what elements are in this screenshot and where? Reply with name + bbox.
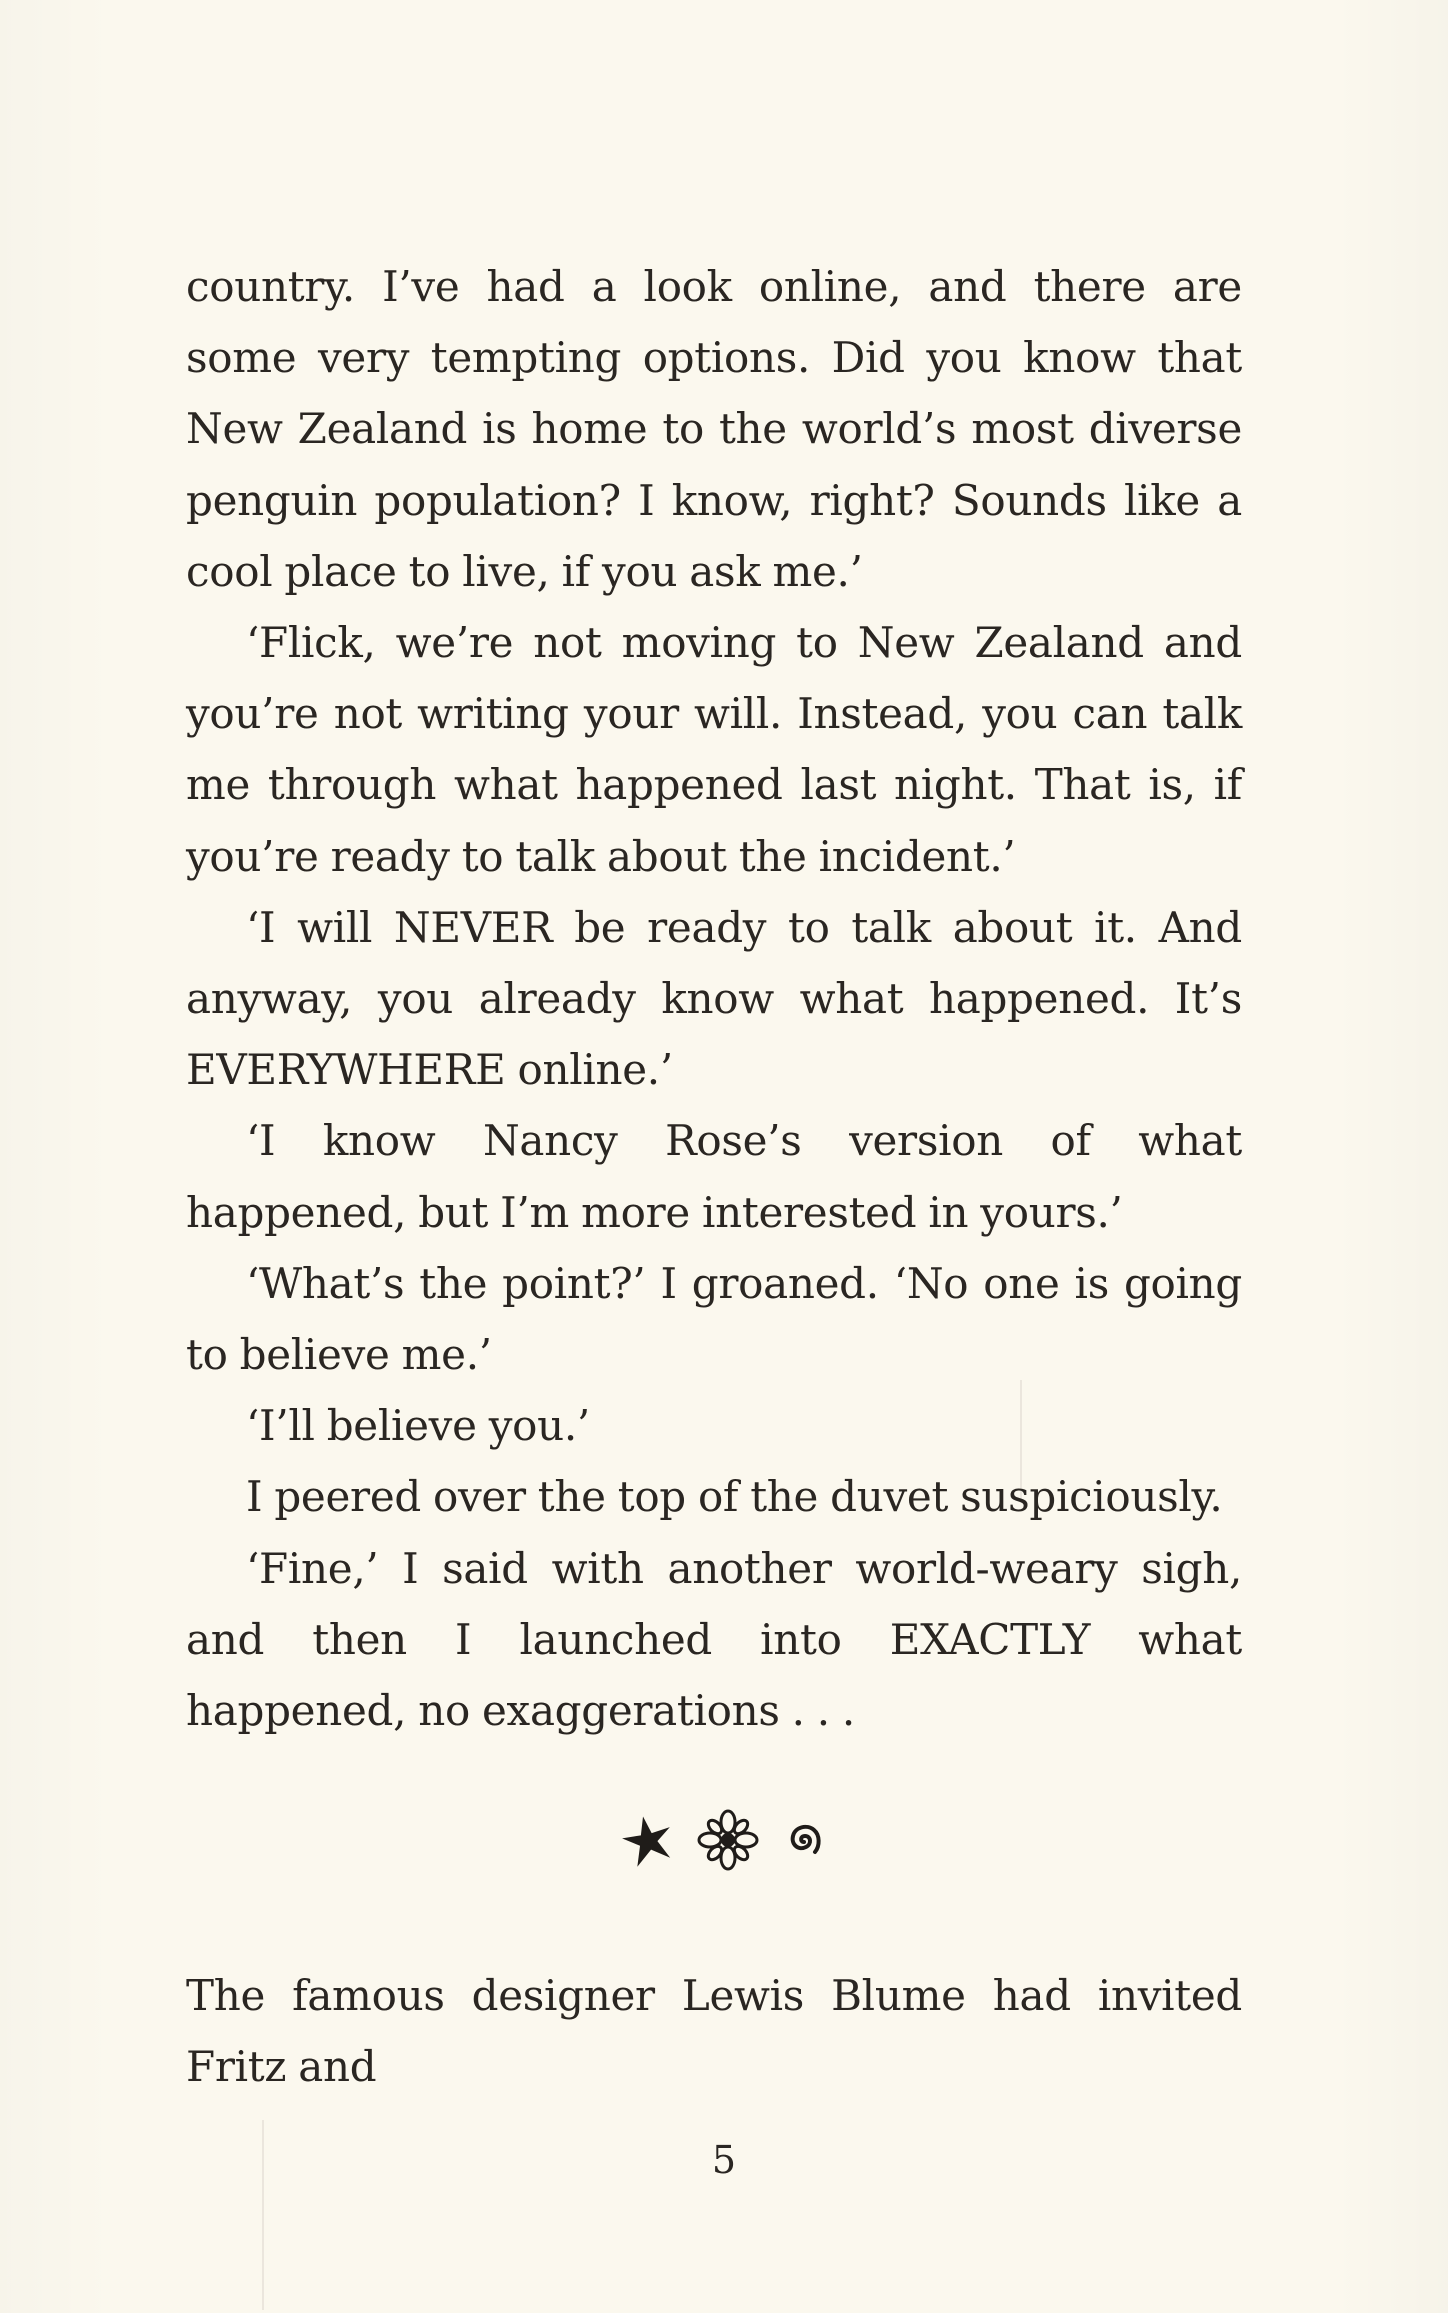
flower-icon — [696, 1808, 760, 1872]
paragraph: ‘Flick, we’re not moving to New Zealand and you’re not writing your will. Instead, you can talk me through what happened last night. That is, if you’re ready to talk about the incident.’ — [186, 618, 1242, 881]
new-section-text — [186, 1960, 1242, 2102]
body-text — [186, 251, 1242, 1746]
paragraph: ‘I’ll believe you.’ — [246, 1401, 590, 1451]
paragraph: ‘I know Nancy Rose’s version of what happened, but I’m more interested in yours.’ — [186, 1116, 1242, 1237]
section-break-ornament — [0, 1800, 1448, 1880]
paragraph: ‘I will NEVER be ready to talk about it. And anyway, you already know what happened. It’s EVERYWHERE online.’ — [186, 902, 1242, 1095]
paragraph: country. I’ve had a look online, and there are some very tempting options. Did you know that New Zealand is home to the world’s most diverse penguin population? I know, right? Sounds like a cool place to live, if you ask me.’ — [186, 262, 1242, 596]
swirl-icon — [780, 1816, 828, 1864]
paragraph: The famous designer Lewis Blume had invited Fritz and — [186, 1971, 1242, 2092]
paragraph: ‘Fine,’ I said with another world-weary sigh, and then I launched into EXACTLY what happened, no exaggerations . . . — [186, 1543, 1242, 1736]
paragraph: ‘What’s the point?’ I groaned. ‘No one is going to believe me.’ — [186, 1258, 1242, 1380]
page-number: 5 — [711, 2138, 737, 2182]
star-icon — [620, 1812, 676, 1868]
paragraph: I peered over the top of the duvet suspiciously. — [246, 1472, 1223, 1522]
